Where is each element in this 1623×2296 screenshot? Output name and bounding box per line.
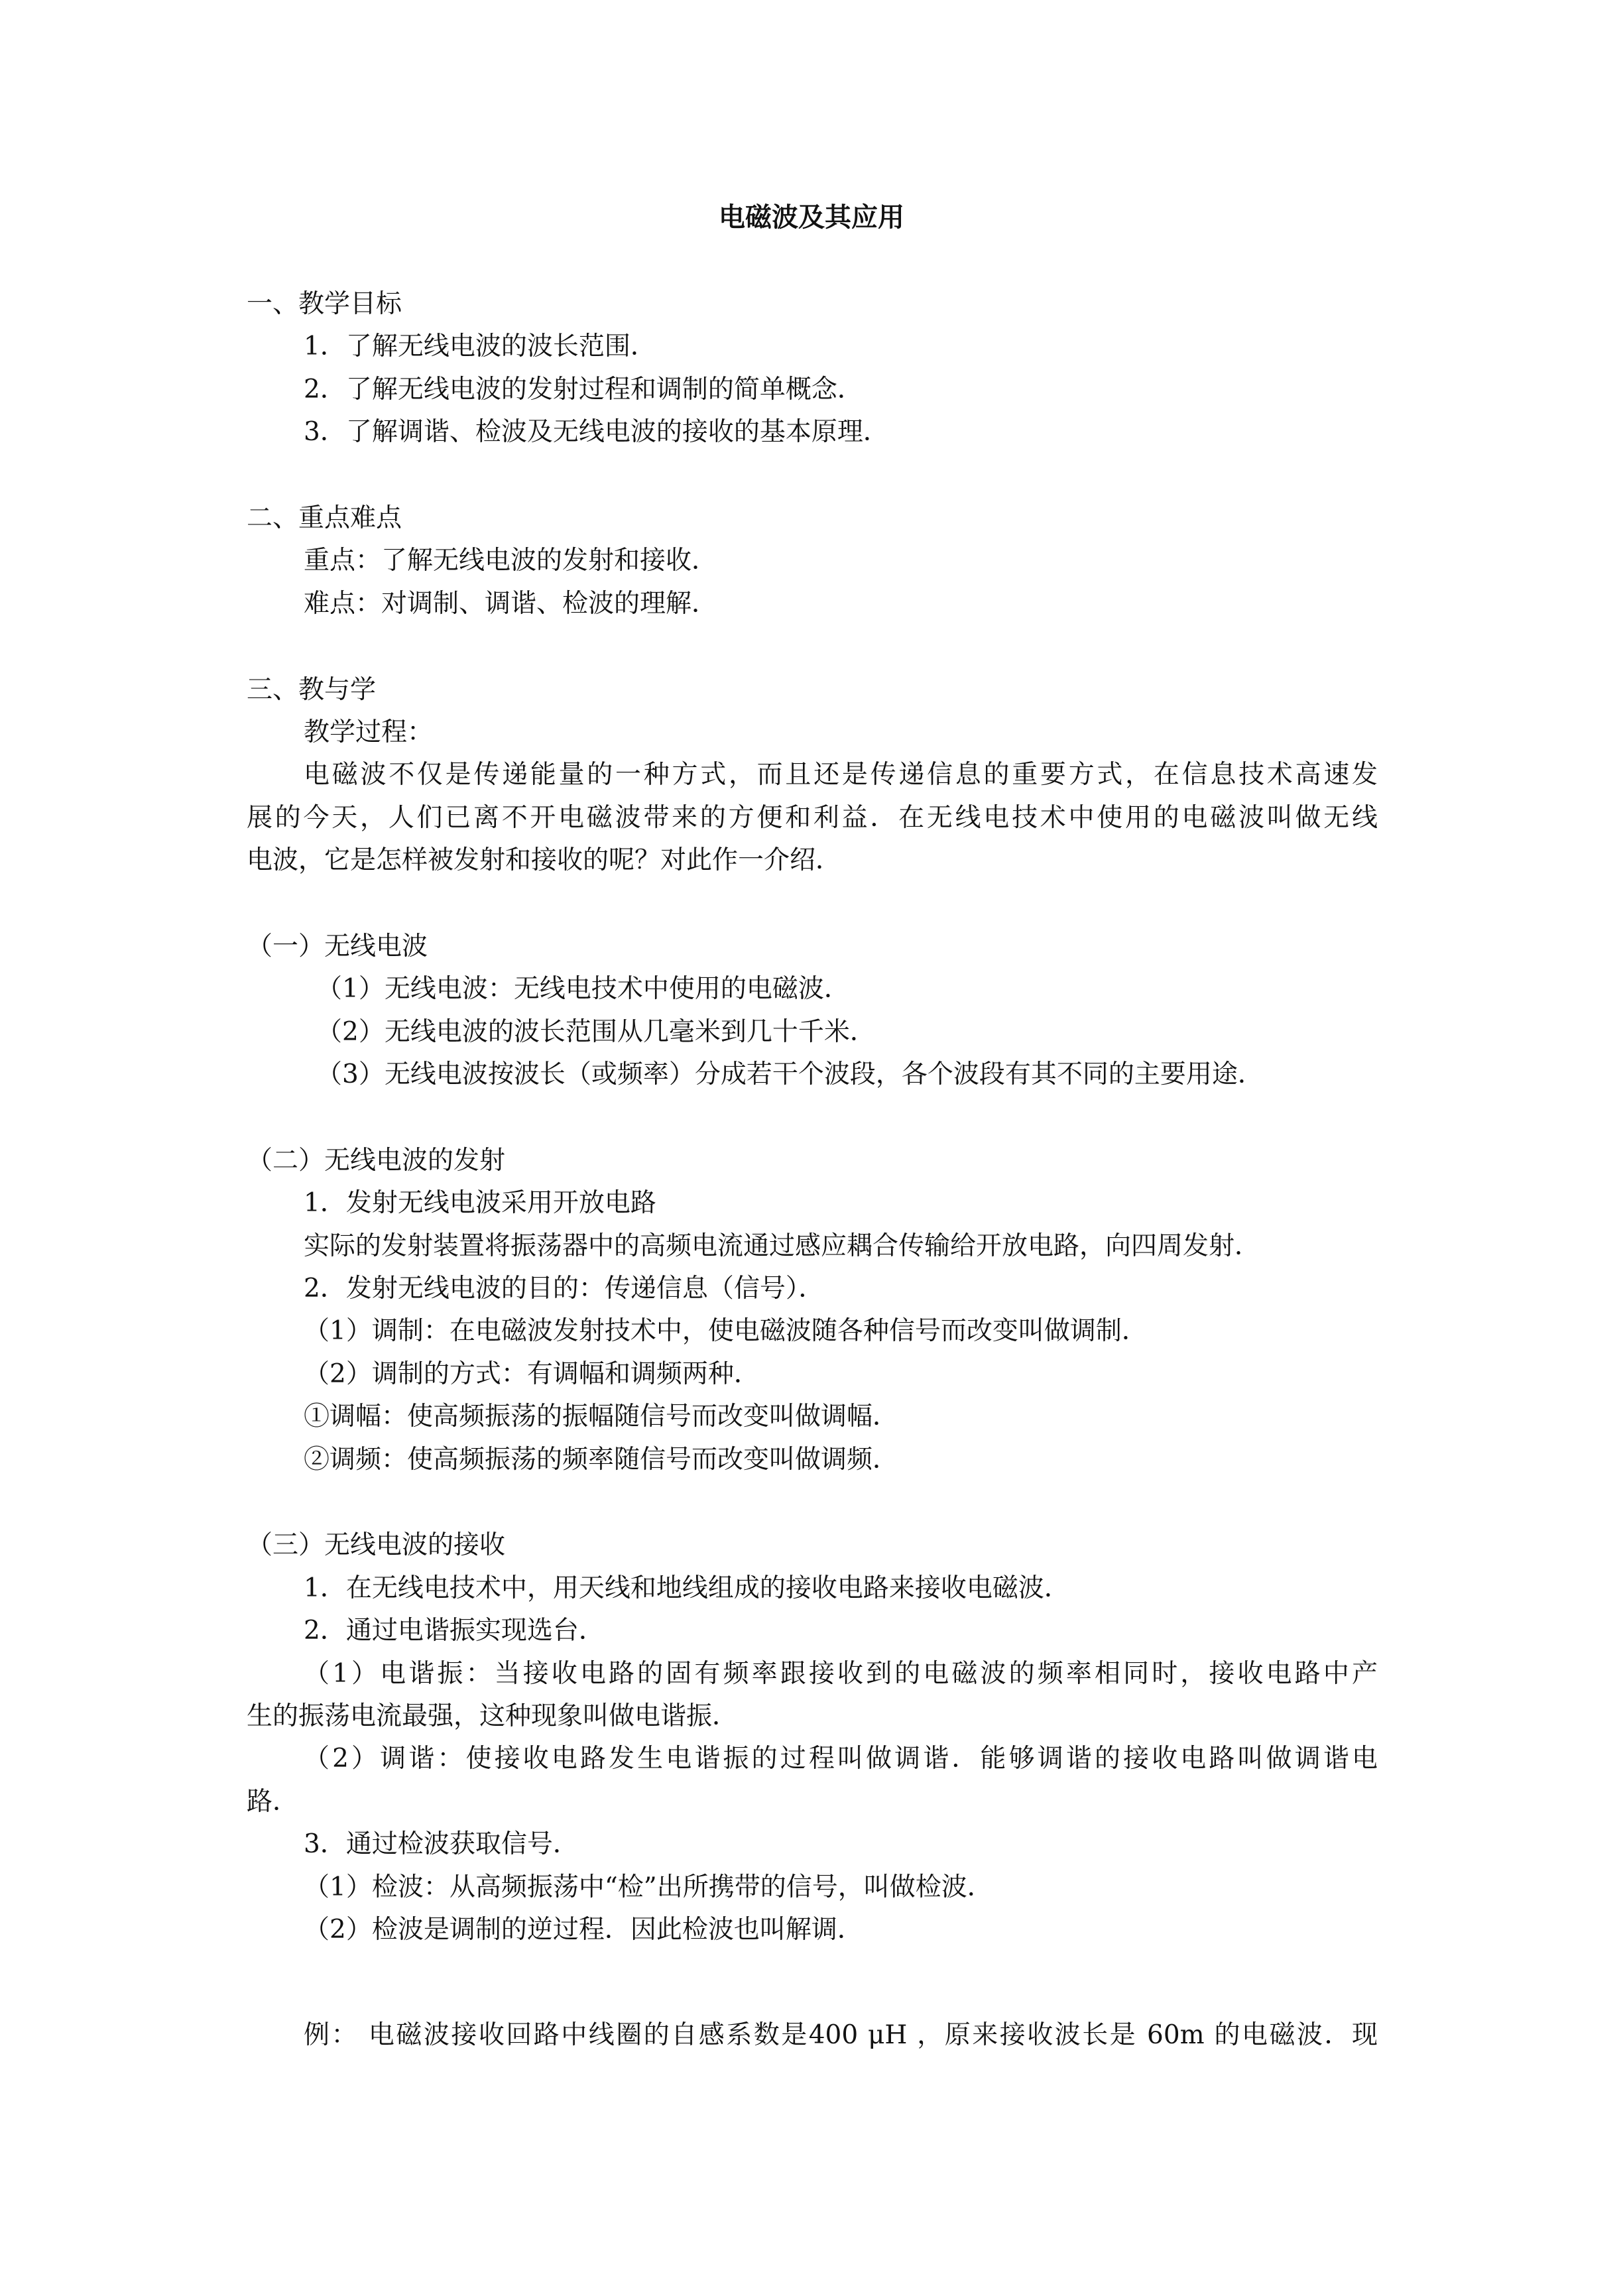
transmission-item: ①调幅：使高频振荡的振幅随信号而改变叫做调幅． (304, 1402, 899, 1431)
radio-wave-item: （3）无线电波按波长（或频率）分成若干个波段，各个波段有其不同的主要用途． (316, 1059, 1264, 1089)
goal-item: 3．了解调谐、检波及无线电波的接收的基本原理． (304, 417, 889, 447)
transmission-item: （2）调制的方式：有调幅和调频两种． (304, 1359, 760, 1389)
difficult-point: 难点：对调制、调谐、检波的理解． (304, 589, 718, 619)
section-heading-teaching: 三、教与学 (247, 675, 377, 705)
section-heading-keypoints: 二、重点难点 (247, 503, 402, 533)
subsection-heading-reception: （三）无线电波的接收 (247, 1530, 506, 1560)
transmission-item: 2．发射无线电波的目的：传递信息（信号）． (304, 1274, 825, 1303)
subsection-heading-radio-waves: （一）无线电波 (247, 932, 428, 961)
reception-item: （2）调谐：使接收电路发生电谐振的过程叫做调谐．能够调谐的接收电路叫做调谐电 (304, 1744, 1378, 1774)
reception-item: 路． (247, 1787, 299, 1817)
goal-item: 1．了解无线电波的波长范围． (304, 332, 656, 361)
reception-item: 生的振荡电流最强，这种现象叫做电谐振． (247, 1701, 739, 1731)
radio-wave-item: （1）无线电波：无线电技术中使用的电磁波． (316, 974, 850, 1004)
reception-item: （1）检波：从高频振荡中“检”出所携带的信号，叫做检波． (304, 1872, 993, 1902)
reception-item: （1）电谐振：当接收电路的固有频率跟接收到的电磁波的频率相同时，接收电路中产 (304, 1659, 1378, 1689)
intro-paragraph-line: 展的今天，人们已离不开电磁波带来的方便和利益．在无线电技术中使用的电磁波叫做无线 (247, 803, 1378, 833)
transmission-item: 实际的发射装置将振荡器中的高频电流通过感应耦合传输给开放电路，向四周发射． (304, 1231, 1261, 1261)
section-heading-goals: 一、教学目标 (247, 289, 402, 319)
reception-item: 1．在无线电技术中，用天线和地线组成的接收电路来接收电磁波． (304, 1573, 1070, 1603)
reception-item: 2．通过电谐振实现选台． (304, 1616, 605, 1646)
subsection-heading-transmission: （二）无线电波的发射 (247, 1146, 506, 1176)
page-title: 电磁波及其应用 (719, 202, 904, 233)
key-point: 重点：了解无线电波的发射和接收． (304, 546, 718, 575)
reception-item: （2）检波是调制的逆过程．因此检波也叫解调． (304, 1915, 863, 1945)
intro-paragraph-line: 电磁波不仅是传递能量的一种方式，而且还是传递信息的重要方式，在信息技术高速发 (304, 760, 1378, 790)
intro-paragraph-line: 电波，它是怎样被发射和接收的呢？对此作一介绍． (247, 845, 842, 875)
example-problem: 例： 电磁波接收回路中线圈的自感系数是400 μH ，原来接收波长是 60m 的电磁波．现 (304, 2020, 1378, 2050)
reception-item: 3．通过检波获取信号． (304, 1829, 579, 1859)
goal-item: 2．了解无线电波的发射过程和调制的简单概念． (304, 375, 863, 404)
transmission-item: （1）调制：在电磁波发射技术中，使电磁波随各种信号而改变叫做调制． (304, 1316, 1148, 1346)
teaching-process-label: 教学过程： (304, 717, 434, 747)
radio-wave-item: （2）无线电波的波长范围从几毫米到几十千米． (316, 1017, 876, 1047)
transmission-item: ②调频：使高频振荡的频率随信号而改变叫做调频． (304, 1445, 899, 1475)
transmission-item: 1．发射无线电波采用开放电路 (304, 1188, 656, 1218)
